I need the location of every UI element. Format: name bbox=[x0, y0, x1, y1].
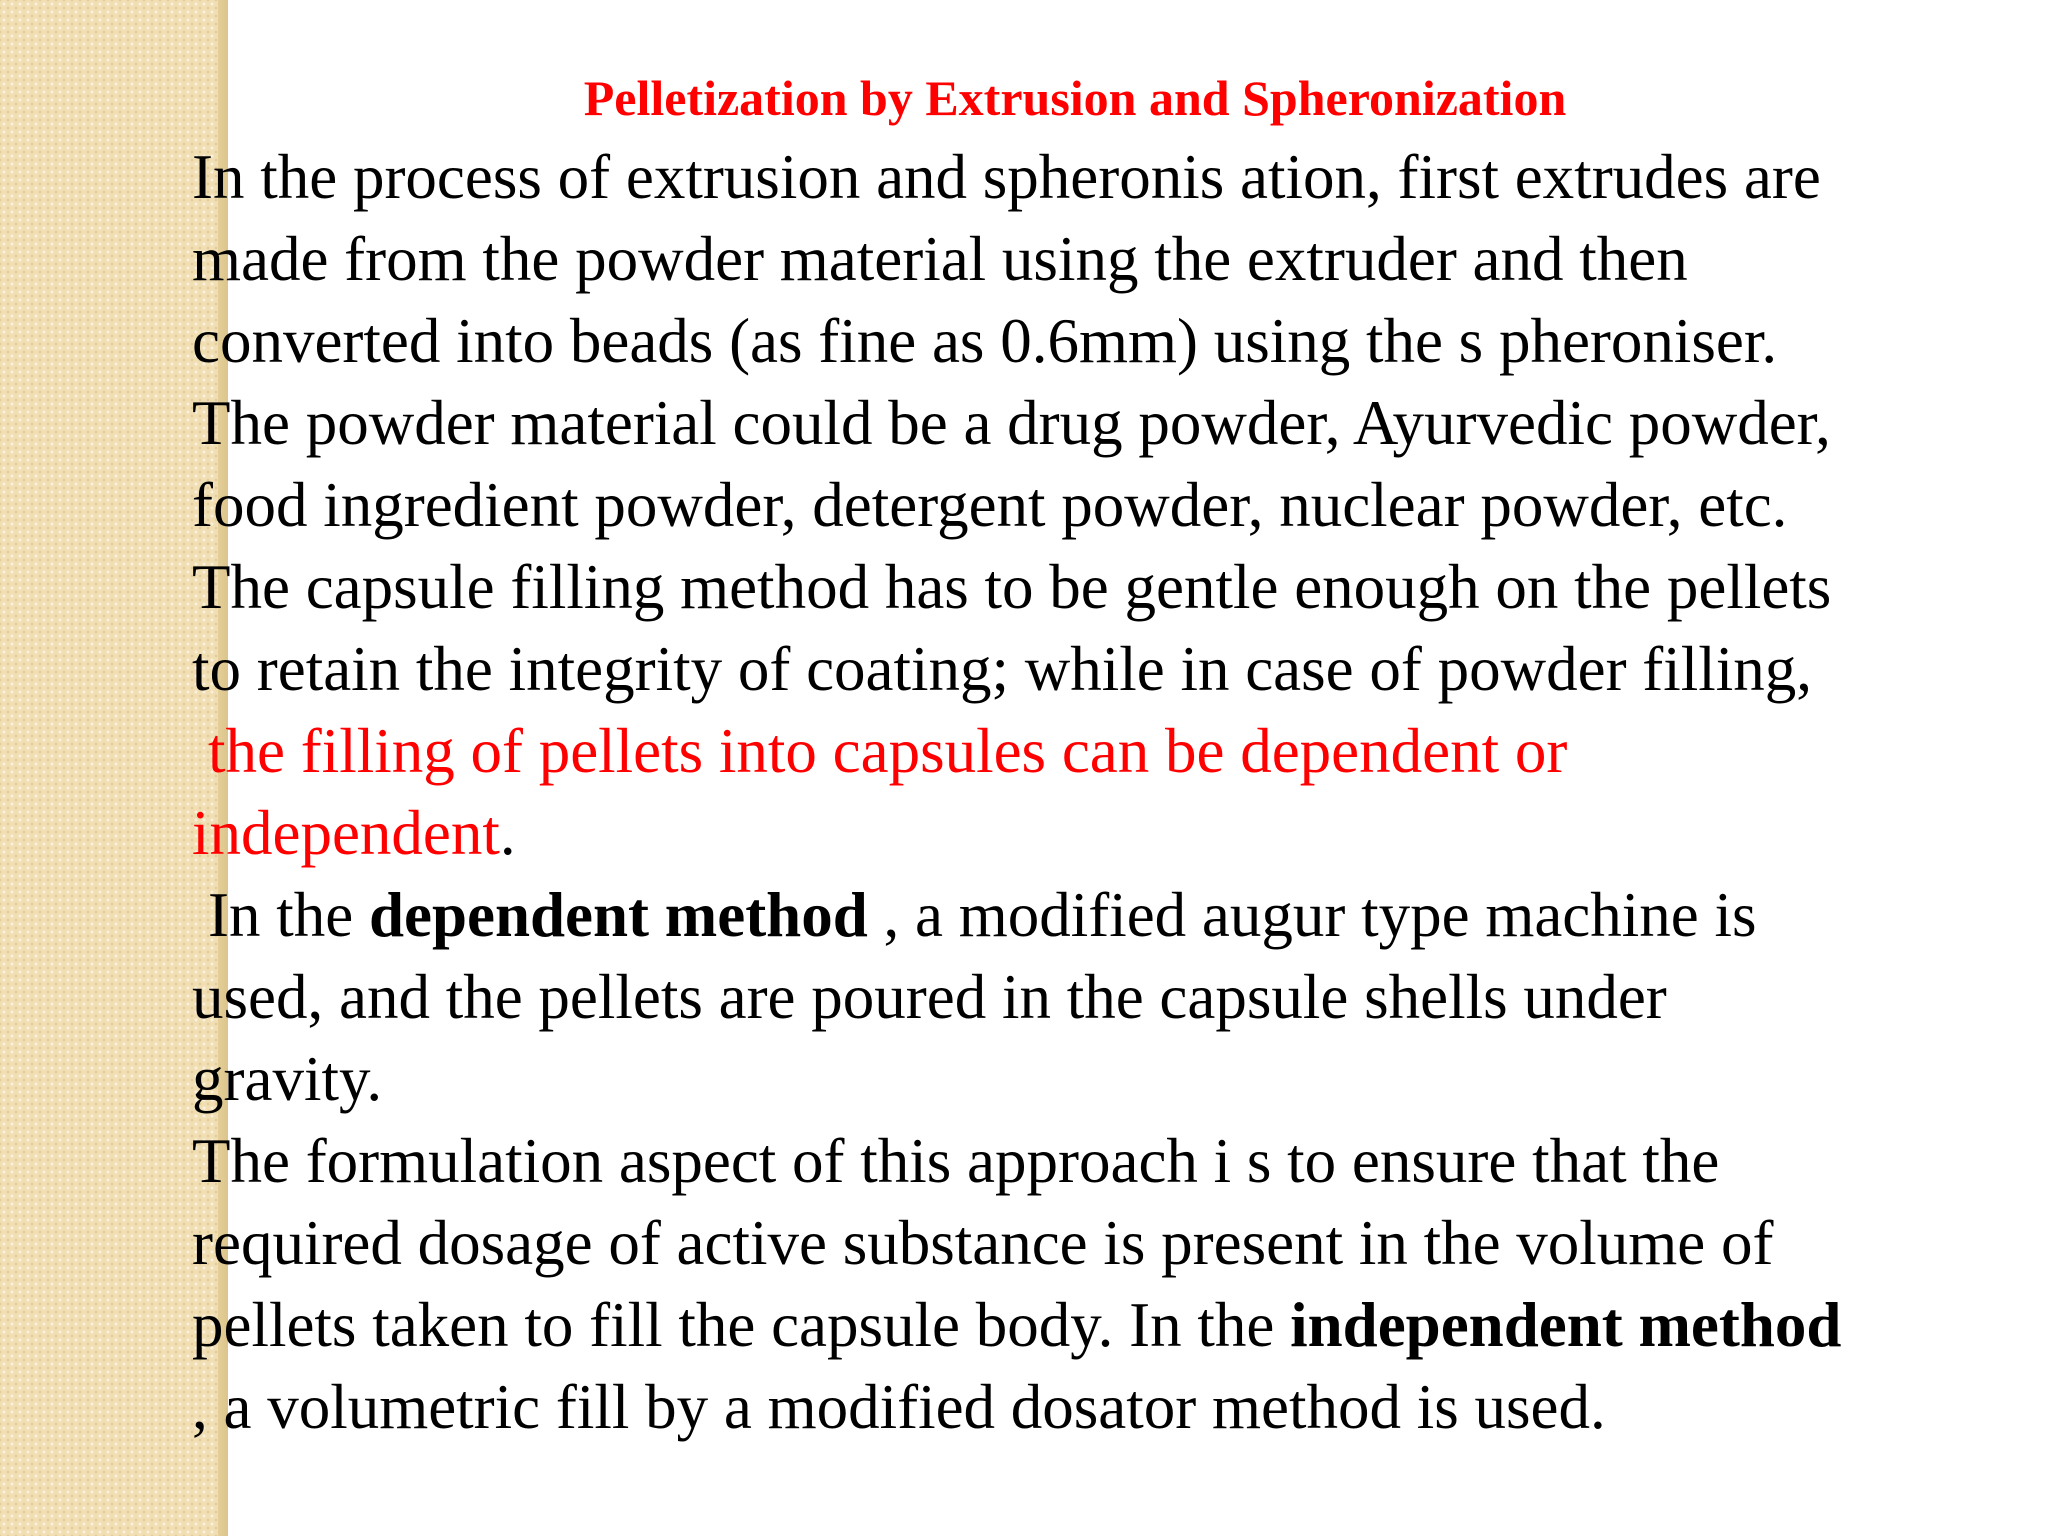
body-line: The powder material could be a drug powder, Ayurvedic powder, bbox=[192, 388, 1831, 458]
bold-term-independent-method: independent method bbox=[1290, 1290, 1842, 1360]
slide-body bbox=[192, 136, 1992, 1448]
body-line: to retain the integrity of coating; while in case of powder filling, bbox=[192, 634, 1813, 704]
body-line: food ingredient powder, detergent powder, nuclear powder, etc. bbox=[192, 470, 1788, 540]
body-line: required dosage of active substance is present in the volume of bbox=[192, 1208, 1774, 1278]
text-segment: , a modified augur type machine is bbox=[867, 880, 1757, 950]
body-line: gravity. bbox=[192, 1044, 383, 1114]
body-line: The capsule filling method has to be gentle enough on the pellets bbox=[192, 552, 1832, 622]
body-line: The formulation aspect of this approach i s to ensure that the bbox=[192, 1126, 1720, 1196]
text-segment: pellets taken to fill the capsule body. In the bbox=[192, 1290, 1291, 1360]
body-line: used, and the pellets are poured in the capsule shells under bbox=[192, 962, 1667, 1032]
body-line bbox=[192, 792, 1992, 874]
body-line bbox=[192, 874, 1992, 956]
body-line: converted into beads (as fine as 0.6mm) using the s pheroniser. bbox=[192, 306, 1778, 376]
body-line: made from the powder material using the extruder and then bbox=[192, 224, 1688, 294]
body-line bbox=[192, 1284, 1992, 1366]
punctuation: . bbox=[499, 798, 516, 868]
highlighted-line: the filling of pellets into capsules can be dependent or bbox=[208, 716, 1568, 786]
bold-term-dependent-method: dependent method bbox=[368, 880, 868, 950]
text-segment: In the bbox=[208, 880, 369, 950]
body-line: In the process of extrusion and spheronis ation, first extrudes are bbox=[192, 142, 1821, 212]
highlighted-word: independent bbox=[192, 798, 500, 868]
slide-title: Pelletization by Extrusion and Spheronization bbox=[583, 70, 1567, 126]
body-line: , a volumetric fill by a modified dosator method is used. bbox=[192, 1372, 1606, 1442]
